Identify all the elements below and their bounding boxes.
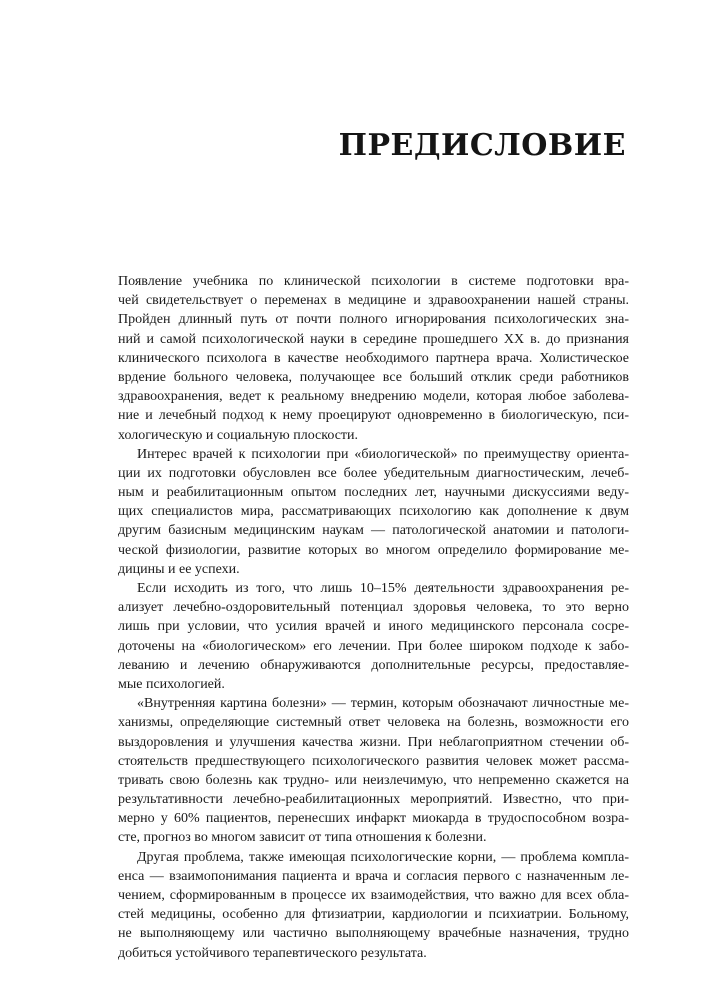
text-line: хологическую и социальную плоскости.	[118, 427, 359, 443]
paragraph	[118, 445, 629, 579]
text-line: дицины и ее успехи.	[118, 561, 240, 577]
text-line: клинического психолога в качестве необходимого партнера врача. Холистическое	[118, 350, 629, 366]
text-line: ным и реабилитационным опытом последних лет, научными дискуссиями веду-	[118, 485, 629, 501]
text-line: мерно у 60% пациентов, перенесших инфаркт миокарда в трудоспособном возра-	[118, 811, 629, 827]
text-line: выздоровления и улучшения качества жизни. При неблагоприятном стечении об-	[118, 734, 629, 750]
text-line: чей свидетельствует о переменах в медицине и здравоохранении нашей страны.	[118, 293, 629, 309]
text-line: стоятельств предшествующего психологического развития человек может рассма-	[118, 753, 629, 769]
text-line: ханизмы, определяющие системный ответ человека на болезнь, возможности его	[118, 715, 629, 731]
body-text	[118, 272, 629, 963]
text-line: стей медицины, особенно для фтизиатрии, кардиологии и психиатрии. Больному,	[118, 907, 629, 923]
text-line: тривать свою болезнь как трудно- или неизлечимую, что непременно скажется на	[118, 772, 629, 788]
paragraph	[118, 272, 629, 445]
text-line: енса — взаимопонимания пациента и врача и согласия первого с назначенным ле-	[118, 868, 629, 884]
text-line: лишь при условии, что усилия врачей и иного медицинского персонала сосре-	[118, 619, 629, 635]
text-line: мые психологией.	[118, 676, 225, 692]
text-line: ческой физиологии, развитие которых во многом определило формирование ме-	[118, 542, 629, 558]
text-line: результативности лечебно-реабилитационных мероприятий. Известно, что при-	[118, 792, 629, 808]
paragraph	[118, 848, 629, 963]
text-line: ние и лечебный подход к нему проецируют одновременно в биологическую, пси-	[118, 408, 629, 424]
text-line: щих специалистов мира, рассматривающих психологию как дополнение к двум	[118, 504, 629, 520]
text-line: доточены на «биологическом» его лечении. При более широком подходе к забо-	[118, 638, 629, 654]
paragraph	[118, 694, 629, 848]
text-line: Другая проблема, также имеющая психологические корни, — проблема компла-	[137, 849, 629, 865]
text-line: другим базисным медицинским наукам — патологической анатомии и патологи-	[118, 523, 629, 539]
text-line: сте, прогноз во многом зависит от типа отношения к болезни.	[118, 830, 487, 846]
text-line: чением, сформированным в процессе их взаимодействия, что важно для всех обла-	[118, 888, 629, 903]
text-line: Если исходить из того, что лишь 10–15% деятельности здравоохранения ре-	[137, 581, 629, 596]
text-line: Появление учебника по клинической психологии в системе подготовки вра-	[118, 274, 629, 289]
text-line: врдение больного человека, получающее все больший отклик среди работников	[118, 369, 629, 385]
text-line: Интерес врачей к психологии при «биологической» по преимуществу ориента-	[137, 446, 629, 462]
page-title: ПРЕДИСЛОВИЕ	[338, 128, 626, 163]
paragraph	[118, 579, 629, 694]
text-line: ции их подготовки обусловлен все более убедительным диагностическим, лечеб-	[118, 465, 629, 481]
text-line: ний и самой психологической науки в середине прошедшего XX в. до признания	[118, 331, 629, 347]
text-line: не выполняющему или частично выполняющему врачебные назначения, трудно	[118, 926, 629, 942]
text-line: здравоохранения, ведет к реальному внедрению модели, которая любое заболева-	[118, 389, 629, 405]
text-line: «Внутренняя картина болезни» — термин, которым обозначают личностные ме-	[137, 696, 629, 712]
text-line: добиться устойчивого терапевтического результата.	[118, 945, 427, 961]
text-line: Пройден длинный путь от почти полного игнорирования психологических зна-	[118, 312, 629, 328]
text-line: леванию и лечению обнаруживаются дополнительные ресурсы, предоставляе-	[118, 657, 629, 673]
text-line: ализует лечебно-оздоровительный потенциал здоровья человека, то это верно	[118, 600, 629, 616]
